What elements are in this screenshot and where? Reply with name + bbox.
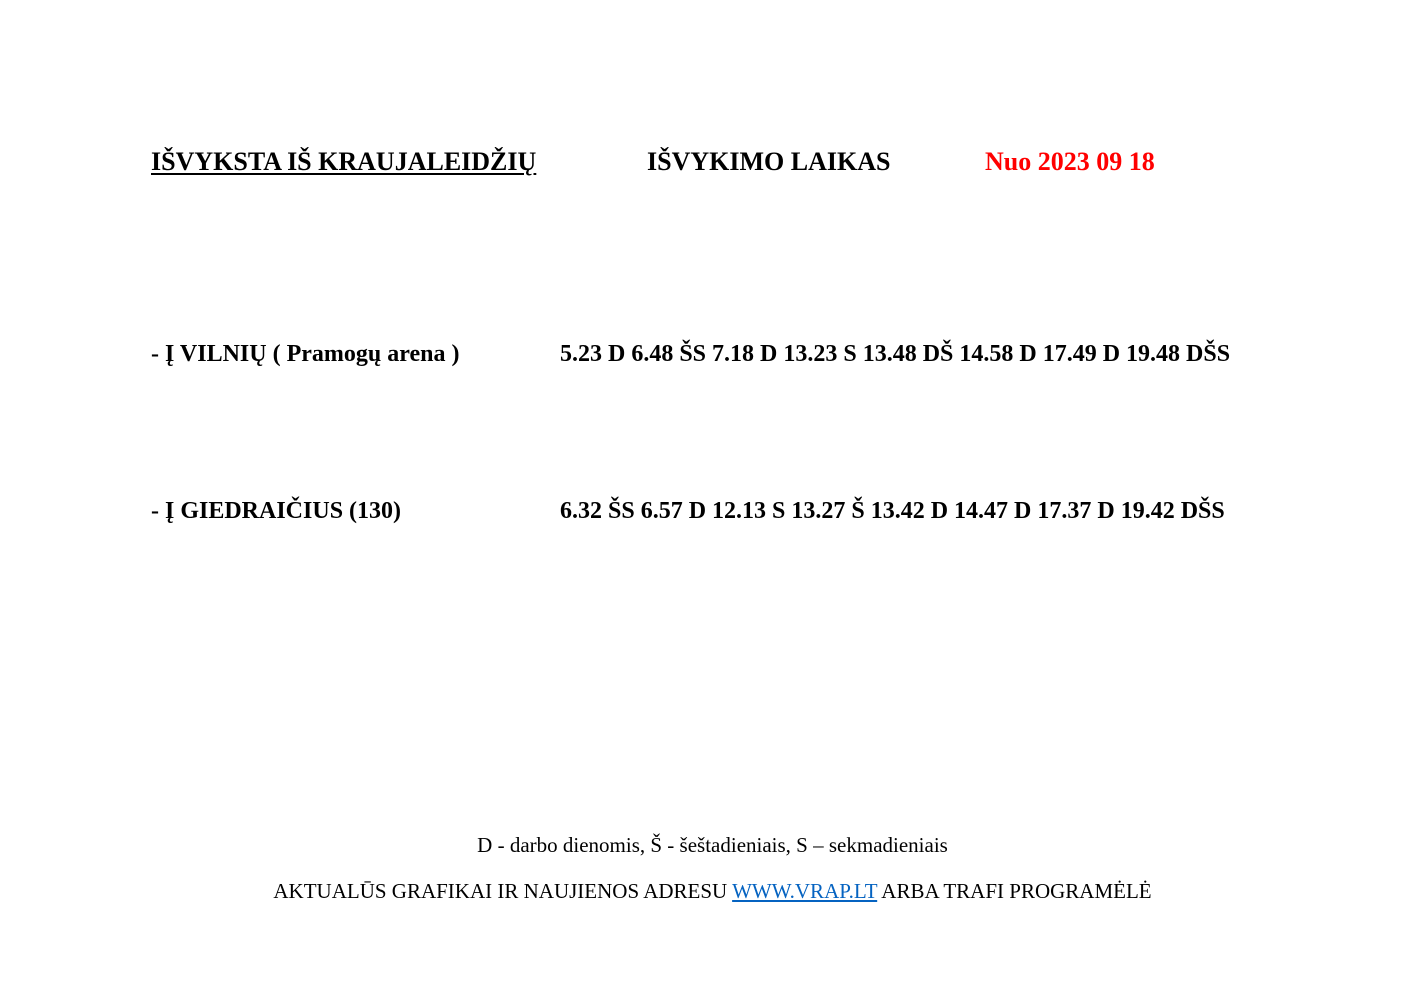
departure-time-label: IŠVYKIMO LAIKAS [647,147,891,176]
info-suffix: ARBA TRAFI PROGRAMĖLĖ [881,879,1152,903]
valid-from-date: Nuo 2023 09 18 [985,147,1155,176]
route-giedraiciai-times: 6.32 ŠS 6.57 D 12.13 S 13.27 Š 13.42 D 14.47 D 17.37 D 19.42 DŠS [560,498,1225,524]
route-vilnius-times: 5.23 D 6.48 ŠS 7.18 D 13.23 S 13.48 DŠ 14.58 D 17.49 D 19.48 DŠS [560,341,1231,367]
vrap-link[interactable]: WWW.VRAP.LT [732,879,878,903]
route-giedraiciai-destination: - Į GIEDRAIČIUS (130) [151,498,402,524]
departs-from-heading: IŠVYKSTA IŠ KRAUJALEIDŽIŲ [151,147,537,176]
info-prefix: AKTUALŪS GRAFIKAI IR NAUJIENOS ADRESU [273,879,728,903]
info-line [0,881,1403,902]
legend-note: D - darbo dienomis, Š - šeštadieniais, S – sekmadieniais [477,833,948,857]
route-vilnius-destination: - Į VILNIŲ ( Pramogų arena ) [151,341,460,367]
